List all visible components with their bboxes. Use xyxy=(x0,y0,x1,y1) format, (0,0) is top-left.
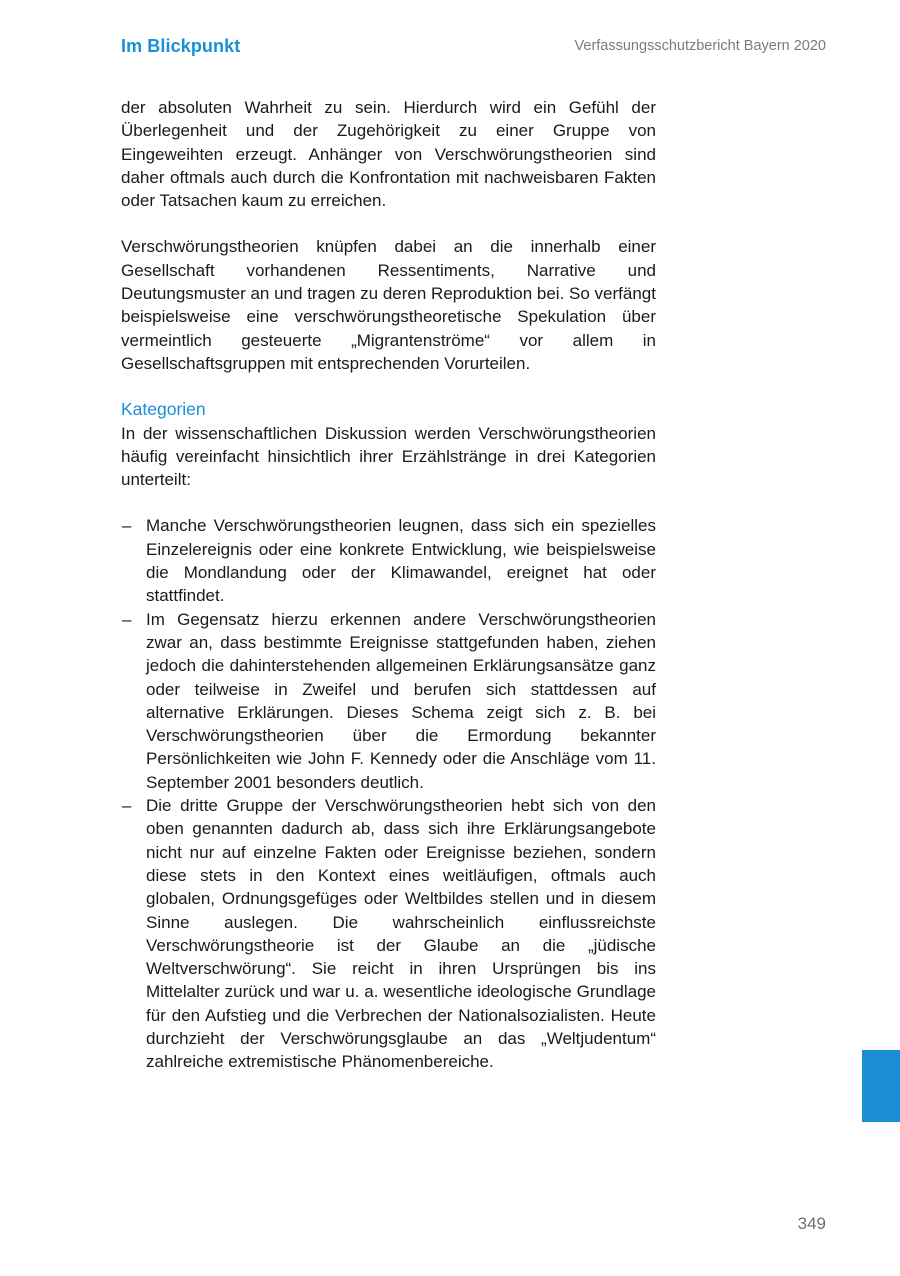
section-title: Im Blickpunkt xyxy=(121,36,241,56)
page-number: 349 xyxy=(797,1214,826,1233)
list-dash-marker: – xyxy=(122,796,132,816)
list-item xyxy=(121,608,656,794)
list-item-text: Im Gegensatz hierzu erkennen andere Verschwörungstheorien zwar an, dass bestimmte Ereignisse stattgefunden haben, ziehen jedoch die dahinterstehenden allgemeinen Erklärungsansätze ganz oder teilweise in Zweifel und berufen sich stattdessen auf alternative Erklärungen. Dieses Schema zeigt sich z. B. bei Verschwörungstheorien über die Ermordung bekannter Persönlichkeiten wie John F. Kennedy oder die Anschläge vom 11. September 2001 besonders deutlich. xyxy=(146,609,656,792)
paragraph: der absoluten Wahrheit zu sein. Hierdurch wird ein Gefühl der Überlegenheit und der Zugehörigkeit zu einer Gruppe von Eingeweihten erzeugt. Anhänger von Verschwörungstheorien sind daher oftmals auch durch die Konfrontation mit nachweisbaren Fakten oder Tatsachen kaum zu erreichen. xyxy=(121,98,656,211)
category-list xyxy=(121,514,656,1073)
list-dash-marker: – xyxy=(122,609,132,629)
document-title: Verfassungsschutzbericht Bayern 2020 xyxy=(574,38,826,54)
list-item xyxy=(121,514,656,607)
section-heading: Kategorien xyxy=(121,399,206,420)
list-item xyxy=(121,794,656,1074)
list-dash-marker: – xyxy=(122,516,132,536)
section-intro: In der wissenschaftlichen Diskussion werden Verschwörungstheorien häufig vereinfacht hinsichtlich ihrer Erzählstränge in drei Kategorien unterteilt: xyxy=(121,423,656,490)
page-content xyxy=(121,96,656,1074)
chapter-tab-marker xyxy=(862,1050,900,1122)
paragraph: Verschwörungstheorien knüpfen dabei an die innerhalb einer Gesellschaft vorhandenen Ressentiments, Narrative und Deutungsmuster an und tragen zu deren Reproduktion bei. So verfängt beispielsweise eine verschwörungstheoretische Spekulation über vermeintlich gesteuerte „Migrantenströme“ vor allem in Gesellschaftsgruppen mit entsprechenden Vorurteilen. xyxy=(121,237,656,373)
list-item-text: Manche Verschwörungstheorien leugnen, dass sich ein spezielles Einzelereignis oder eine konkrete Entwicklung, wie beispielsweise die Mondlandung oder der Klimawandel, ereignet hat oder stattfindet. xyxy=(146,516,656,606)
list-item-text: Die dritte Gruppe der Verschwörungstheorien hebt sich von den oben genannten dadurch ab, dass sich ihre Erklärungsangebote nicht nur auf einzelne Fakten oder Ereignisse beziehen, sondern diese stets in den Kontext eines weitläufigen, oftmals auch globalen, Ordnungsgefüges oder Weltbildes stellen und in diesem Sinne auslegen. Die wahrscheinlich einflussreichste Verschwörungstheorie ist der Glaube an die „jüdische Weltverschwörung“. Sie reicht in ihren Ursprüngen bis ins Mittelalter zurück und war u. a. wesentliche ideologische Grundlage für den Aufstieg und die Verbrechen der Nationalsozialisten. Heute durchzieht der Verschwörungsglaube an das „Weltjudentum“ zahlreiche extremistische Phänomenbereiche. xyxy=(146,796,656,1072)
